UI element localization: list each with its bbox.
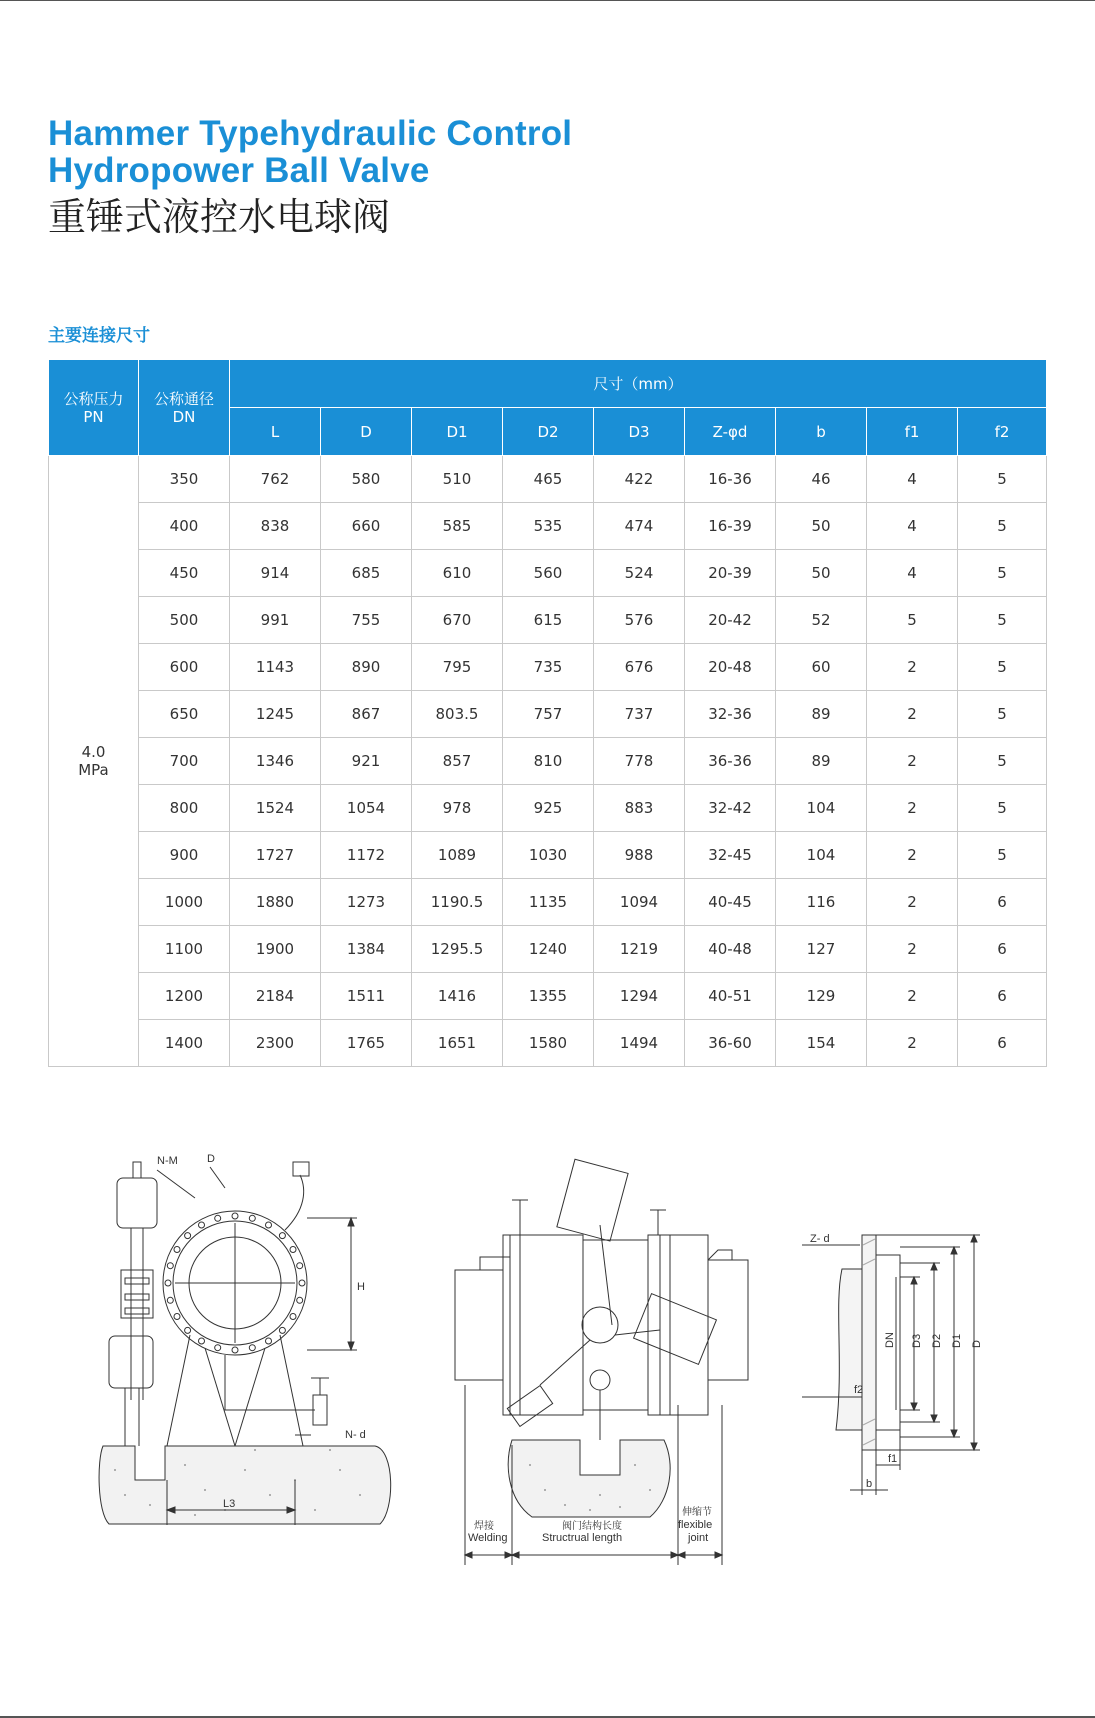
table-cell: 350	[139, 456, 230, 503]
header-dimensions: 尺寸（mm）	[230, 360, 1047, 408]
bolt-hole	[174, 1314, 180, 1320]
header-dn	[139, 360, 230, 456]
actuator-cylinders	[507, 1159, 716, 1426]
label-welding-en: Welding	[468, 1532, 508, 1544]
table-cell: 762	[230, 456, 321, 503]
bolt-hole	[266, 1222, 272, 1228]
label-h: H	[357, 1281, 365, 1293]
table-cell: 5	[958, 832, 1047, 879]
label-d2: D2	[931, 1333, 943, 1348]
table-cell: 1651	[412, 1020, 503, 1067]
table-cell: 16-36	[685, 456, 776, 503]
table-cell: 925	[503, 785, 594, 832]
table-cell: 4	[867, 456, 958, 503]
table-cell: 670	[412, 597, 503, 644]
table-row	[49, 691, 1047, 738]
table-cell: 1295.5	[412, 926, 503, 973]
table-cell: 2184	[230, 973, 321, 1020]
label-nd: N- d	[345, 1429, 366, 1441]
table-cell: 6	[958, 879, 1047, 926]
bolt-hole	[232, 1213, 238, 1219]
table-cell: 524	[594, 550, 685, 597]
table-cell: 1346	[230, 738, 321, 785]
table-cell: 610	[412, 550, 503, 597]
table-cell: 1900	[230, 926, 321, 973]
table-cell: 154	[776, 1020, 867, 1067]
column-header: f2	[958, 408, 1047, 456]
table-cell: 2	[867, 738, 958, 785]
pn-value-line-2: MPa	[78, 761, 109, 779]
table-cell: 560	[503, 550, 594, 597]
table-cell: 778	[594, 738, 685, 785]
bolt-hole	[290, 1314, 296, 1320]
table-cell: 20-42	[685, 597, 776, 644]
table-cell: 2	[867, 644, 958, 691]
table-cell: 576	[594, 597, 685, 644]
bolt-hole	[299, 1280, 305, 1286]
table-cell: 2	[867, 926, 958, 973]
table-cell: 1524	[230, 785, 321, 832]
table-cell: 795	[412, 644, 503, 691]
table-cell: 474	[594, 503, 685, 550]
pn-value-cell	[49, 456, 139, 1067]
title-line-1: Hammer Typehydraulic Control	[48, 114, 573, 153]
section-title: 主要连接尺寸	[48, 326, 150, 346]
table-cell: 676	[594, 644, 685, 691]
table-cell: 89	[776, 738, 867, 785]
label-welding-cn: 焊接	[474, 1521, 494, 1532]
table-cell: 1094	[594, 879, 685, 926]
table-cell: 890	[321, 644, 412, 691]
table-cell: 400	[139, 503, 230, 550]
table-cell: 450	[139, 550, 230, 597]
column-header: f1	[867, 408, 958, 456]
header-dn-cn: 公称通径	[153, 389, 214, 408]
table-cell: 737	[594, 691, 685, 738]
table-cell: 1172	[321, 832, 412, 879]
bolt-hole	[279, 1233, 285, 1239]
table-cell: 800	[139, 785, 230, 832]
table-cell: 2	[867, 973, 958, 1020]
table-cell: 1273	[321, 879, 412, 926]
table-cell: 914	[230, 550, 321, 597]
table-cell: 52	[776, 597, 867, 644]
bolt-hole	[215, 1215, 221, 1221]
table-cell: 6	[958, 973, 1047, 1020]
table-cell: 89	[776, 691, 867, 738]
side-foundation	[508, 1440, 670, 1517]
bolt-hole	[249, 1215, 255, 1221]
table-cell: 5	[867, 597, 958, 644]
table-cell: 700	[139, 738, 230, 785]
bolt-hole	[174, 1247, 180, 1253]
table-cell: 4	[867, 503, 958, 550]
column-header: D	[321, 408, 412, 456]
table-cell: 5	[958, 691, 1047, 738]
table-row	[49, 456, 1047, 503]
bolt-hole	[232, 1347, 238, 1353]
label-struct-en: Structrual length	[542, 1532, 623, 1544]
table-row	[49, 879, 1047, 926]
table-cell: 510	[412, 456, 503, 503]
table-cell: 32-36	[685, 691, 776, 738]
label-f2: f2	[854, 1384, 864, 1396]
column-header: D2	[503, 408, 594, 456]
column-header: b	[776, 408, 867, 456]
table-cell: 580	[321, 456, 412, 503]
bolt-hole	[165, 1280, 171, 1286]
table-cell: 2	[867, 691, 958, 738]
table-cell: 2300	[230, 1020, 321, 1067]
bolt-hole	[185, 1233, 191, 1239]
label-f1: f1	[888, 1453, 898, 1465]
table-cell: 40-48	[685, 926, 776, 973]
table-row	[49, 1020, 1047, 1067]
table-cell: 1880	[230, 879, 321, 926]
valve-body-flange	[163, 1211, 307, 1355]
table-cell: 991	[230, 597, 321, 644]
table-row	[49, 550, 1047, 597]
label-dn: DN	[884, 1332, 896, 1348]
label-struct-cn: 阀门结构长度	[562, 1521, 622, 1532]
label-joint-cn: 伸缩节	[682, 1507, 712, 1518]
table-cell: 20-39	[685, 550, 776, 597]
table-cell: 104	[776, 785, 867, 832]
table-cell: 104	[776, 832, 867, 879]
table-cell: 50	[776, 550, 867, 597]
label-d: D	[971, 1340, 983, 1348]
label-joint-en-2: joint	[688, 1532, 709, 1544]
table-cell: 116	[776, 879, 867, 926]
table-cell: 5	[958, 503, 1047, 550]
table-row	[49, 738, 1047, 785]
table-cell: 883	[594, 785, 685, 832]
table-cell: 2	[867, 879, 958, 926]
pn-value-line-1: 4.0	[81, 743, 106, 761]
bolt-hole	[199, 1338, 205, 1344]
front-view-drawing	[95, 1150, 415, 1525]
table-row	[49, 973, 1047, 1020]
table-cell: 1580	[503, 1020, 594, 1067]
header-pn	[49, 360, 139, 456]
bolt-hole	[290, 1247, 296, 1253]
table-cell: 36-36	[685, 738, 776, 785]
table-cell: 810	[503, 738, 594, 785]
column-header: D1	[412, 408, 503, 456]
table-cell: 5	[958, 738, 1047, 785]
label-d3: D3	[911, 1333, 923, 1348]
table-cell: 2	[867, 785, 958, 832]
bolt-hole	[279, 1327, 285, 1333]
table-cell: 1294	[594, 973, 685, 1020]
table-cell: 1000	[139, 879, 230, 926]
side-view-drawing	[450, 1145, 770, 1565]
product-title-cn: 重锤式液控水电球阀	[48, 195, 391, 239]
ground-foundation	[99, 1446, 391, 1524]
table-cell: 129	[776, 973, 867, 1020]
table-row	[49, 832, 1047, 879]
table-cell: 4	[867, 550, 958, 597]
bolt-hole	[199, 1222, 205, 1228]
table-cell: 50	[776, 503, 867, 550]
table-cell: 900	[139, 832, 230, 879]
table-cell: 32-45	[685, 832, 776, 879]
table-cell: 660	[321, 503, 412, 550]
table-row	[49, 597, 1047, 644]
table-cell: 500	[139, 597, 230, 644]
title-line-2: Hydropower Ball Valve	[48, 151, 430, 190]
table-cell: 1765	[321, 1020, 412, 1067]
table-cell: 1400	[139, 1020, 230, 1067]
bolt-hole	[215, 1345, 221, 1351]
column-header: D3	[594, 408, 685, 456]
table-cell: 6	[958, 1020, 1047, 1067]
table-cell: 1245	[230, 691, 321, 738]
top-border	[0, 0, 1095, 1]
table-row	[49, 644, 1047, 691]
table-cell: 1384	[321, 926, 412, 973]
table-cell: 600	[139, 644, 230, 691]
table-cell: 16-39	[685, 503, 776, 550]
table-cell: 857	[412, 738, 503, 785]
table-cell: 5	[958, 456, 1047, 503]
label-nm: N-M	[157, 1155, 178, 1167]
bolt-hole	[266, 1338, 272, 1344]
bolt-hole	[297, 1263, 303, 1269]
table-cell: 535	[503, 503, 594, 550]
bolt-hole	[249, 1345, 255, 1351]
label-d: D	[207, 1153, 215, 1165]
table-cell: 1030	[503, 832, 594, 879]
table-cell: 1200	[139, 973, 230, 1020]
table-cell: 1143	[230, 644, 321, 691]
table-cell: 838	[230, 503, 321, 550]
table-cell: 46	[776, 456, 867, 503]
table-cell: 36-60	[685, 1020, 776, 1067]
table-row	[49, 785, 1047, 832]
header-pn-en: PN	[83, 407, 104, 426]
table-cell: 867	[321, 691, 412, 738]
table-cell: 20-48	[685, 644, 776, 691]
table-row	[49, 926, 1047, 973]
bypass-pipe	[225, 1162, 329, 1425]
table-cell: 1494	[594, 1020, 685, 1067]
table-cell: 60	[776, 644, 867, 691]
flange-section-drawing	[800, 1225, 1000, 1505]
table-cell: 5	[958, 785, 1047, 832]
table-cell: 2	[867, 832, 958, 879]
table-cell: 735	[503, 644, 594, 691]
table-cell: 615	[503, 597, 594, 644]
label-l3: L3	[223, 1498, 236, 1510]
table-cell: 40-45	[685, 879, 776, 926]
table-cell: 1219	[594, 926, 685, 973]
pipe-and-valve-body	[455, 1235, 748, 1440]
table-body	[49, 456, 1047, 1067]
table-cell: 650	[139, 691, 230, 738]
table-cell: 755	[321, 597, 412, 644]
table-cell: 1240	[503, 926, 594, 973]
table-row	[49, 503, 1047, 550]
hammer-counterweight	[109, 1162, 157, 1446]
label-zd: Z- d	[810, 1233, 830, 1245]
table-cell: 2	[867, 1020, 958, 1067]
table-cell: 40-51	[685, 973, 776, 1020]
table-cell: 585	[412, 503, 503, 550]
table-cell: 5	[958, 644, 1047, 691]
table-cell: 1727	[230, 832, 321, 879]
table-cell: 5	[958, 550, 1047, 597]
table-cell: 685	[321, 550, 412, 597]
table-cell: 465	[503, 456, 594, 503]
table-cell: 32-42	[685, 785, 776, 832]
table-cell: 988	[594, 832, 685, 879]
bolt-hole	[185, 1327, 191, 1333]
column-header: Z-φd	[685, 408, 776, 456]
table-cell: 1135	[503, 879, 594, 926]
table-cell: 422	[594, 456, 685, 503]
bolt-hole	[167, 1263, 173, 1269]
header-dn-en: DN	[172, 407, 196, 426]
bolt-hole	[167, 1297, 173, 1303]
product-title-en	[48, 115, 572, 189]
table-cell: 6	[958, 926, 1047, 973]
bolt-hole	[297, 1297, 303, 1303]
table-cell: 1190.5	[412, 879, 503, 926]
table-cell: 127	[776, 926, 867, 973]
column-header: L	[230, 408, 321, 456]
table-cell: 1100	[139, 926, 230, 973]
label-d1: D1	[951, 1333, 963, 1348]
table-cell: 1355	[503, 973, 594, 1020]
table-cell: 1054	[321, 785, 412, 832]
table-cell: 1089	[412, 832, 503, 879]
table-cell: 803.5	[412, 691, 503, 738]
table-cell: 757	[503, 691, 594, 738]
label-joint-en-1: flexible	[678, 1519, 713, 1531]
table-cell: 5	[958, 597, 1047, 644]
dimension-table	[48, 359, 1047, 1067]
table-cell: 978	[412, 785, 503, 832]
table-cell: 921	[321, 738, 412, 785]
table-cell: 1416	[412, 973, 503, 1020]
header-pn-cn: 公称压力	[63, 389, 124, 408]
table-cell: 1511	[321, 973, 412, 1020]
label-b: b	[866, 1478, 873, 1490]
